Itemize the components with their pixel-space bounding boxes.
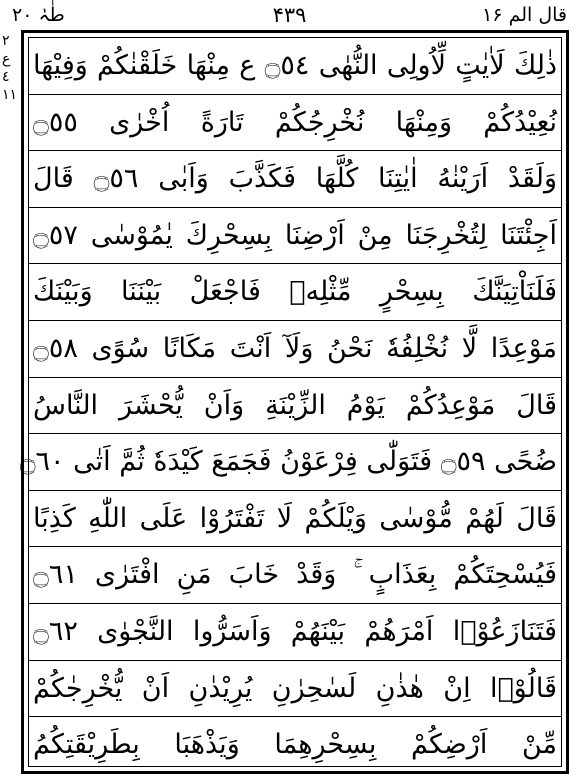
- verse-line: [29, 491, 561, 548]
- verse-text: مَوْعِدًا لَّا نُخْلِفُهٗ نَحْنُ وَلَآ اَنْتَ مَكَانًا سُوًى ۝٥٨: [33, 333, 557, 364]
- verse-text: قَالَ لَهُمْ مُّوْسٰى وَيْلَكُمْ لَا تَفْتَرُوْا عَلَى اللّٰهِ كَذِبًا: [33, 502, 557, 534]
- verse-text: قَالُوْۤا اِنْ هٰذٰنِ لَسٰحِرٰنِ يُرِيْدٰنِ اَنْ يُّخْرِجٰكُمْ: [33, 672, 557, 704]
- verse-text: وَلَقَدْ اَرَيْنٰهُ اٰيٰتِنَا كُلَّهَا فَكَذَّبَ وَاَبٰى ۝٥٦ قَالَ: [33, 163, 557, 195]
- page-number: ۴۳۹: [272, 3, 307, 27]
- verse-lines: [19, 38, 561, 766]
- ruku-mark-3: ٤: [2, 69, 10, 85]
- verse-line: [29, 95, 561, 152]
- verse-line: [29, 321, 561, 378]
- verse-line: [19, 434, 561, 491]
- verse-text: مِّنْ اَرْضِكُمْ بِسِحْرِهِمَا وَيَذْهَبَا بِطَرِيْقَتِكُمُ: [33, 729, 557, 761]
- ruku-mark-2: ع: [2, 51, 11, 67]
- page-header: [0, 0, 579, 30]
- verse-line: [29, 151, 561, 208]
- verse-text: ضُحًى ۝٥٩ فَتَوَلّٰى فِرْعَوْنُ فَجَمَعَ كَيْدَهٗ ثُمَّ اَتٰى ۝٦٠: [19, 446, 557, 478]
- page-frame: [21, 30, 569, 774]
- ruku-mark-1: ٢: [2, 33, 10, 49]
- text-area: [19, 37, 562, 767]
- surah-name: طٰہٰ ۲۰: [12, 4, 65, 26]
- ruku-marker: [0, 30, 20, 150]
- verse-text: نُعِيْدُكُمْ وَمِنْهَا نُخْرِجُكُمْ تَارَةً اُخْرٰى ۝٥٥: [33, 106, 557, 138]
- verse-text: اَجِئْتَنَا لِتُخْرِجَنَا مِنْ اَرْضِنَا بِسِحْرِكَ يٰمُوْسٰى ۝٥٧: [33, 219, 557, 251]
- verse-line: [29, 378, 561, 435]
- para-name: قال الم ۱۶: [482, 4, 567, 26]
- verse-line: [29, 717, 561, 774]
- verse-line: [29, 661, 561, 718]
- verse-line: [29, 208, 561, 265]
- verse-line: [29, 547, 561, 604]
- verse-text: فَلَنَاْتِيَنَّكَ بِسِحْرٍ مِّثْلِهٖ فَاجْعَلْ بَيْنَنَا وَبَيْنَكَ: [33, 276, 557, 308]
- verse-text: قَالَ مَوْعِدُكُمْ يَوْمُ الزِّيْنَةِ وَاَنْ يُّحْشَرَ النَّاسُ: [33, 389, 557, 421]
- verse-line: [29, 38, 561, 95]
- verse-text: فَتَنَازَعُوْۤا اَمْرَهُمْ بَيْنَهُمْ وَاَسَرُّوا النَّجْوٰى ۝٦٢: [33, 616, 557, 647]
- verse-text: فَيُسْحِتَكُمْ بِعَذَابٍ ۚ وَقَدْ خَابَ مَنِ افْتَرٰى ۝٦١: [33, 559, 557, 591]
- ruku-mark-4: ١١: [2, 87, 18, 103]
- verse-line: [29, 264, 561, 321]
- verse-line: [29, 604, 561, 661]
- verse-text: ذٰلِكَ لَاٰيٰتٍ لِّاُولِى النُّهٰى ۝٥٤ ع مِنْهَا خَلَقْنٰكُمْ وَفِيْهَا: [33, 50, 557, 81]
